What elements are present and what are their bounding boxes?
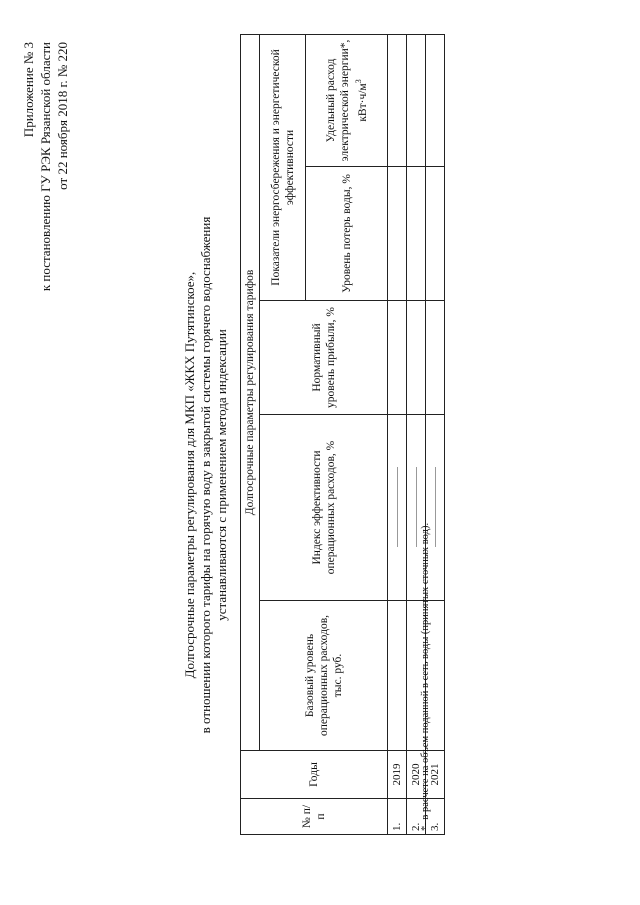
row-energy: [388, 34, 407, 166]
title-line-1: Долгосрочные параметры регулирования для МКП «ЖКХ Путятинское»,: [182, 271, 197, 679]
header-group-params: Долгосрочные параметры регулирования тарифов: [241, 34, 260, 750]
appendix-resolution: к постановлению ГУ РЭК Рязанской области: [38, 42, 53, 292]
header-water-loss: Уровень потерь воды, %: [306, 167, 388, 301]
row-number: 1.: [388, 799, 407, 835]
row-profit: [426, 301, 445, 415]
row-year: 2019: [388, 751, 407, 799]
appendix-number: Приложение № 3: [21, 42, 36, 138]
title-line-2: в отношении которого тарифы на горячую воду в закрытой системы горячего водоснабжения: [198, 216, 213, 734]
row-loss: [388, 167, 407, 301]
header-number: № п/п: [241, 799, 388, 835]
header-energy-consumption: [306, 34, 388, 166]
header-efficiency-index: Индекс эффективности операционных расходов, %: [260, 415, 388, 601]
header-profit-level: Нормативный уровень прибыли, %: [260, 301, 388, 415]
row-number: 2.: [407, 799, 426, 835]
appendix-date: от 22 ноября 2018 г. № 220: [55, 42, 70, 190]
title-line-3: устанавливаются с применением метода индексации: [214, 329, 229, 621]
row-profit: [388, 301, 407, 415]
header-year: Годы: [241, 751, 388, 799]
energy-unit-sup: 3: [353, 79, 363, 84]
row-year: 2021: [426, 751, 445, 799]
header-base-opex: Базовый уровень операционных расходов, тыс. руб.: [260, 601, 388, 751]
row-base: [388, 601, 407, 751]
row-loss: [407, 167, 426, 301]
row-year: 2020: [407, 751, 426, 799]
table-row: [388, 34, 407, 834]
footnote: *- в расчете на объем поданной в сеть воды (принятых сточных вод).: [420, 522, 431, 831]
appendix-header: [20, 42, 71, 291]
row-index: [388, 415, 407, 601]
row-number: 3.: [426, 799, 445, 835]
row-profit: [407, 301, 426, 415]
tariff-parameters-table: [240, 34, 445, 835]
row-energy: [426, 34, 445, 166]
row-loss: [426, 167, 445, 301]
document-title: [182, 155, 230, 795]
row-energy: [407, 34, 426, 166]
header-energy-group: Показатели энергосбережения и энергетической эффективности: [260, 34, 306, 300]
energy-label: Удельный расход электрической энергии*, кВт·ч/м: [324, 39, 369, 162]
